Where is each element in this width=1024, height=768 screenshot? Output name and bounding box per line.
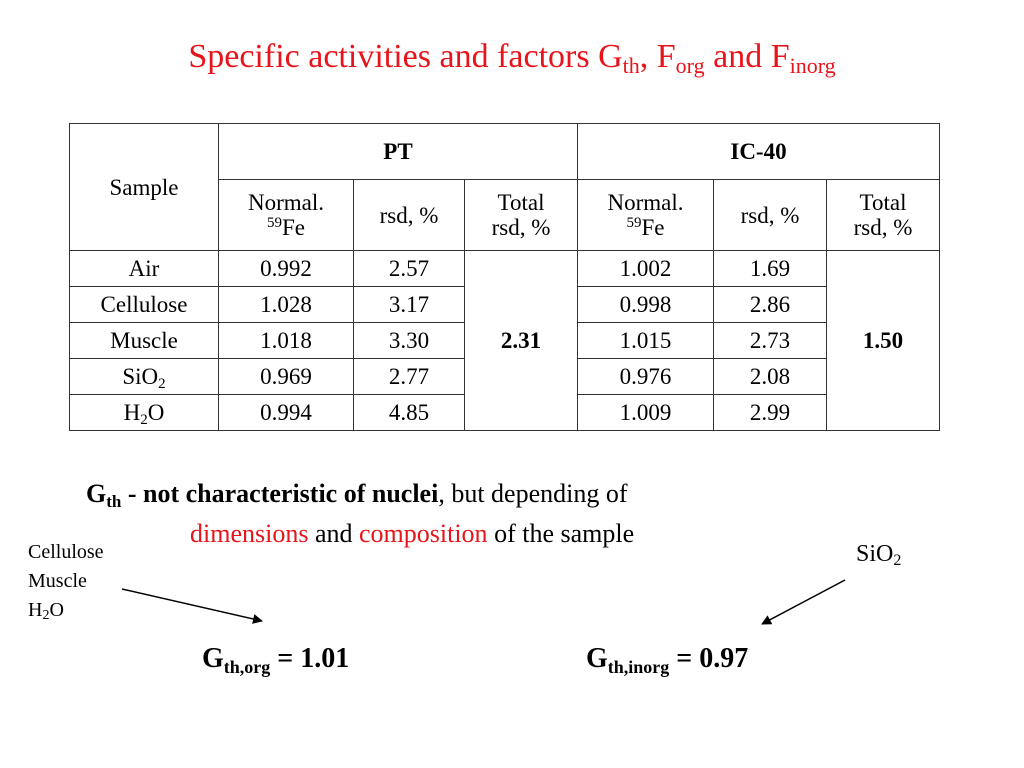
pt-rsd-header: rsd, % [354,180,465,251]
arrow-organic [122,589,262,621]
pt-rsd-cell: 2.77 [354,359,465,395]
ic-norm-cell: 0.976 [578,359,714,395]
ic-rsd-cell: 2.73 [714,323,827,359]
ic-total-header: Total rsd, % [827,180,940,251]
pt-norm-cell: 0.992 [219,251,354,287]
pt-norm-cell: 0.969 [219,359,354,395]
group-header-ic40: IC-40 [578,124,940,180]
pt-norm-cell: 0.994 [219,395,354,431]
pt-rsd-cell: 3.30 [354,323,465,359]
ic-rsd-cell: 2.86 [714,287,827,323]
ic-total-rsd-cell: 1.50 [827,251,940,431]
sample-cell: $H_2O$ [70,395,219,431]
statement-line-1: $G_{th}$ - not characteristic of nuclei, but depending of [86,479,628,511]
ic-norm-cell: 1.002 [578,251,714,287]
ic-norm-cell: 1.015 [578,323,714,359]
ic-norm-cell: 0.998 [578,287,714,323]
list-item: Muscle [28,570,87,592]
pt-normal-header: Normal. $^{59}$Fe [219,180,354,251]
ic-rsd-cell: 2.08 [714,359,827,395]
inorganic-sample-label: SiO$_2$ [856,541,902,569]
pt-total-rsd-cell: 2.31 [465,251,578,431]
sample-cell: Muscle [70,323,219,359]
list-item: Cellulose [28,541,104,563]
statement-line-2: dimensions and composition of the sample [190,519,635,548]
ic-norm-cell: 1.009 [578,395,714,431]
slide-title: Specific activities and factors $G_{th}$, $F_{org}$ and $F_{inorg}$ [188,38,836,78]
g-th-inorg-equation: $G_{th,inorg} = 0.97$ [586,643,749,677]
pt-rsd-cell: 4.85 [354,395,465,431]
ic-rsd-header: rsd, % [714,180,827,251]
ic-rsd-cell: 2.99 [714,395,827,431]
sample-cell: Cellulose [70,287,219,323]
word-dimensions: dimensions [190,519,309,548]
pt-rsd-cell: 2.57 [354,251,465,287]
ic-normal-header: Normal. $^{59}$Fe [578,180,714,251]
pt-norm-cell: 1.028 [219,287,354,323]
sample-cell: Air [70,251,219,287]
pt-rsd-cell: 3.17 [354,287,465,323]
list-item: $H_2O$ [28,599,64,623]
pt-total-header: Total rsd, % [465,180,578,251]
sample-header: Sample [70,124,219,251]
word-composition: composition [359,519,488,548]
g-th-org-equation: $G_{th,org} = 1.01$ [202,643,350,677]
ic-rsd-cell: 1.69 [714,251,827,287]
arrow-inorganic [762,580,845,624]
sample-cell: SiO$_2$ [70,359,219,395]
pt-norm-cell: 1.018 [219,323,354,359]
group-header-pt: PT [219,124,578,180]
